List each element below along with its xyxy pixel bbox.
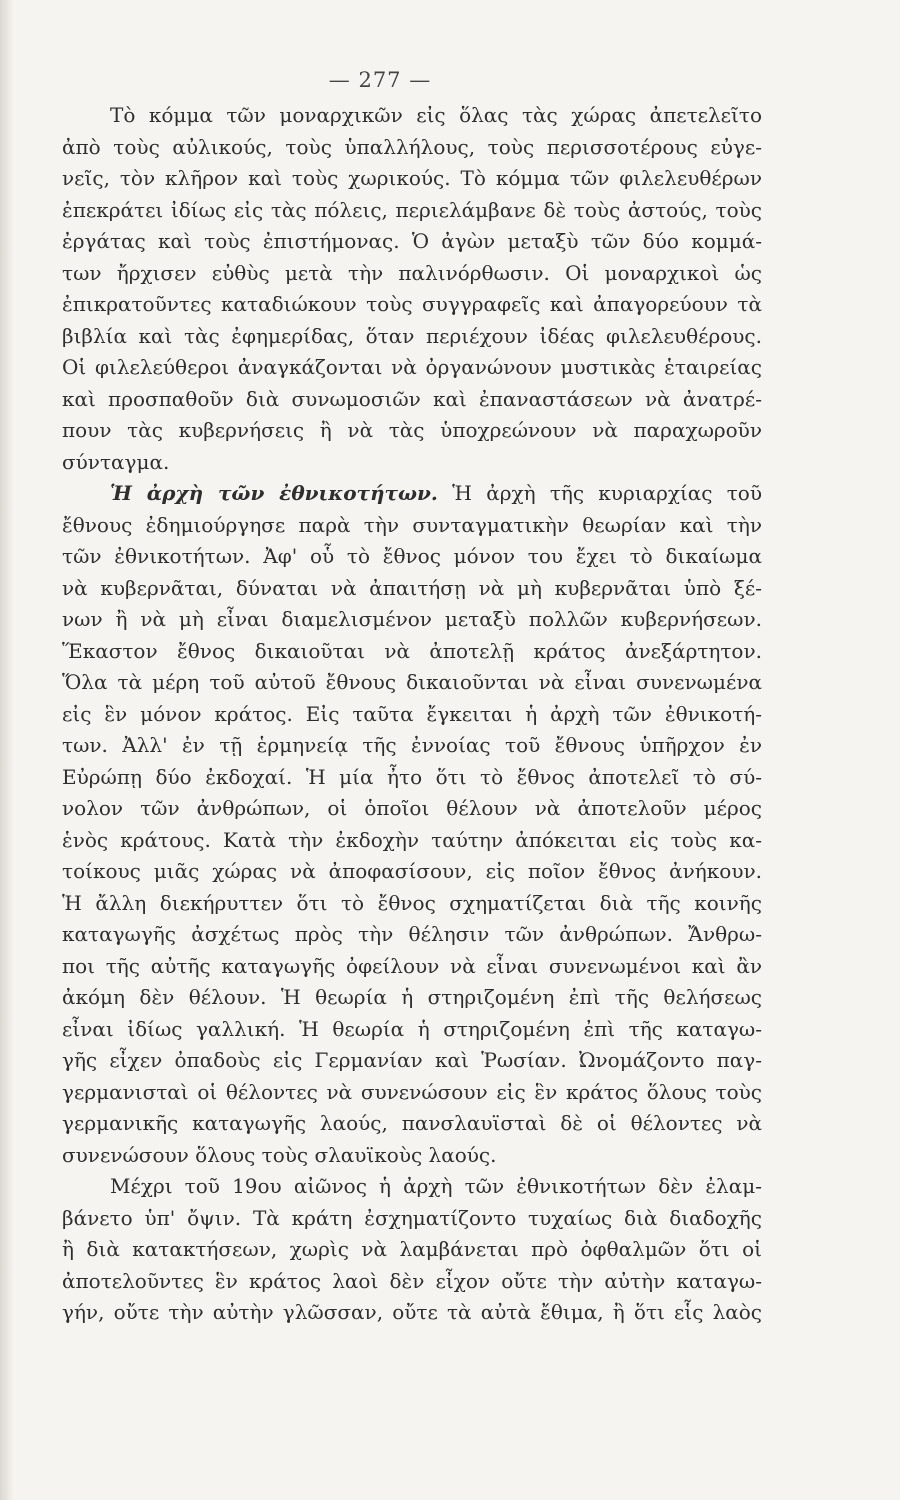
line-text: καταγωγῆς ἀσχέτως πρὸς τὴν θέλησιν τῶν ἀνθρώπων. Ἄνθρω-: [62, 922, 762, 946]
line-text: νολον τῶν ἀνθρώπων, οἱ ὁποῖοι θέλουν νὰ ἀποτελοῦν μέρος: [62, 796, 762, 820]
line-text: ἀκόμη δὲν θέλουν. Ἡ θεωρία ἡ στηριζομένη ἐπὶ τῆς θελήσεως: [62, 985, 762, 1009]
line-text: ἐργάτας καὶ τοὺς ἐπιστήμονας. Ὁ ἀγὼν μεταξὺ τῶν δύο κομμά-: [62, 229, 762, 253]
text-line: [62, 478, 762, 510]
text-line: [62, 510, 762, 542]
text-line: [62, 226, 762, 258]
line-text: νων ἢ νὰ μὴ εἶναι διαμελισμένον μεταξὺ πολλῶν κυβερνήσεων.: [62, 607, 762, 631]
text-line: [62, 321, 762, 353]
line-text: ἀπὸ τοὺς αὐλικούς, τοὺς ὑπαλλήλους, τοὺς περισσοτέρους εὐγε-: [62, 134, 762, 159]
line-text: νὰ κυβερνᾶται, δύναται νὰ ἀπαιτήσῃ νὰ μὴ κυβερνᾶται ὑπὸ ξέ-: [62, 575, 762, 600]
text-line: [62, 793, 762, 825]
body-text: [62, 100, 762, 1329]
text-line: [62, 195, 762, 227]
line-text: σύνταγμα.: [62, 449, 170, 474]
text-line: [62, 258, 762, 290]
text-line: [62, 1266, 762, 1298]
text-line: [62, 447, 762, 479]
line-text: ποι τῆς αὐτῆς καταγωγῆς ὀφείλουν νὰ εἶναι συνενωμένοι καὶ ἂν: [62, 953, 762, 978]
line-text: Ἡ ἀρχὴ τῆς κυριαρχίας τοῦ: [437, 481, 762, 505]
text-line: [62, 762, 762, 794]
line-text: εἰς ἓν μόνον κράτος. Εἰς ταῦτα ἔγκειται ἡ ἀρχὴ τῶν ἐθνικοτή-: [62, 701, 762, 726]
text-line: [62, 856, 762, 888]
text-line: [62, 730, 762, 762]
line-text: ἐπεκράτει ἰδίως εἰς τὰς πόλεις, περιελάμβανε δὲ τοὺς ἀστούς, τοὺς: [62, 197, 762, 222]
text-line: [62, 982, 762, 1014]
line-text: των ἤρχισεν εὐθὺς μετὰ τὴν παλινόρθωσιν. Οἱ μοναρχικοὶ ὡς: [62, 260, 762, 285]
line-text: πουν τὰς κυβερνήσεις ἢ νὰ τὰς ὑποχρεώνουν νὰ παραχωροῦν: [62, 418, 762, 442]
line-text: Τὸ κόμμα τῶν μοναρχικῶν εἰς ὅλας τὰς χώρας ἀπετελεῖτο: [110, 103, 762, 127]
text-line: [62, 888, 762, 920]
text-line: [62, 132, 762, 164]
text-line: [62, 1234, 762, 1266]
text-line: [62, 951, 762, 983]
line-text: γερμανισταὶ οἱ θέλοντες νὰ συνενώσουν εἰς ἓν κράτος ὅλους τοὺς: [62, 1079, 762, 1104]
text-line: [62, 825, 762, 857]
line-text: γήν, οὔτε τὴν αὐτὴν γλῶσσαν, οὔτε τὰ αὐτὰ ἔθιμα, ἢ ὅτι εἷς λαὸς: [62, 1300, 762, 1324]
line-text: βάνετο ὑπ' ὄψιν. Τὰ κράτη ἐσχηματίζοντο τυχαίως διὰ διαδοχῆς: [62, 1205, 762, 1230]
section-heading: Ἡ ἀρχὴ τῶν ἐθνικοτήτων.: [110, 481, 438, 505]
line-text: νεῖς, τὸν κλῆρον καὶ τοὺς χωρικούς. Τὸ κόμμα τῶν φιλελευθέρων: [62, 166, 762, 190]
text-line: [62, 604, 762, 636]
line-text: γερμανικῆς καταγωγῆς λαούς, πανσλαυϊσταὶ δὲ οἱ θέλοντες νὰ: [62, 1111, 762, 1135]
text-line: [62, 1014, 762, 1046]
text-line: [62, 415, 762, 447]
text-line: [62, 289, 762, 321]
text-line: [62, 541, 762, 573]
line-text: ἑνὸς κράτους. Κατὰ τὴν ἐκδοχὴν ταύτην ἀπόκειται εἰς τοὺς κα-: [62, 827, 762, 852]
text-line: [62, 573, 762, 605]
text-line: [62, 1045, 762, 1077]
line-text: ἔθνους ἐδημιούργησε παρὰ τὴν συνταγματικὴν θεωρίαν καὶ τὴν: [62, 512, 762, 537]
line-text: Μέχρι τοῦ 19ου αἰῶνος ἡ ἀρχὴ τῶν ἐθνικοτήτων δὲν ἐλαμ-: [110, 1174, 762, 1198]
line-text: καὶ προσπαθοῦν διὰ συνωμοσιῶν καὶ ἐπαναστάσεων νὰ ἀνατρέ-: [62, 386, 762, 411]
line-text: εἶναι ἰδίως γαλλική. Ἡ θεωρία ἡ στηριζομένη ἐπὶ τῆς καταγω-: [62, 1016, 762, 1041]
text-line: [62, 1140, 762, 1172]
line-text: των. Ἀλλ' ἐν τῇ ἑρμηνείᾳ τῆς ἐννοίας τοῦ ἔθνους ὑπῆρχον ἐν: [62, 733, 762, 757]
line-text: Ὅλα τὰ μέρη τοῦ αὐτοῦ ἔθνους δικαιοῦνται νὰ εἶναι συνενωμένα: [62, 670, 762, 694]
line-text: τοίκους μιᾶς χώρας νὰ ἀποφασίσουν, εἰς ποῖον ἔθνος ἀνήκουν.: [62, 859, 762, 883]
line-text: Οἱ φιλελεύθεροι ἀναγκάζονται νὰ ὀργανώνουν μυστικὰς ἑταιρείας: [62, 355, 762, 379]
line-text: Εὐρώπῃ δύο ἐκδοχαί. Ἡ μία ἦτο ὅτι τὸ ἔθνος ἀποτελεῖ τὸ σύ-: [62, 764, 762, 789]
text-line: [62, 1077, 762, 1109]
text-line: [62, 1171, 762, 1203]
line-text: Ἕκαστον ἔθνος δικαιοῦται νὰ ἀποτελῇ κράτος ἀνεξάρτητον.: [62, 638, 762, 663]
page-number: — 277 —: [328, 68, 432, 92]
line-text: ἢ διὰ κατακτήσεων, χωρὶς νὰ λαμβάνεται πρὸ ὀφθαλμῶν ὅτι οἱ: [62, 1237, 762, 1261]
text-line: [62, 1297, 762, 1329]
line-text: ἀποτελοῦντες ἓν κράτος λαοὶ δὲν εἶχον οὔτε τὴν αὐτὴν καταγω-: [62, 1268, 762, 1293]
text-line: [62, 1203, 762, 1235]
text-line: [62, 163, 762, 195]
line-text: τῶν ἐθνικοτήτων. Ἀφ' οὗ τὸ ἔθνος μόνον του ἔχει τὸ δικαίωμα: [62, 544, 762, 568]
text-line: [62, 919, 762, 951]
binding-gutter: [0, 0, 14, 1500]
line-text: συνενώσουν ὅλους τοὺς σλαυϊκοὺς λαούς.: [62, 1142, 497, 1167]
text-line: [62, 667, 762, 699]
text-line: [62, 100, 762, 132]
line-text: Ἡ ἄλλη διεκήρυττεν ὅτι τὸ ἔθνος σχηματίζεται διὰ τῆς κοινῆς: [62, 890, 762, 915]
text-line: [62, 352, 762, 384]
line-text: βιβλία καὶ τὰς ἐφημερίδας, ὅταν περιέχουν ἰδέας φιλελευθέρους.: [62, 323, 762, 348]
text-line: [62, 384, 762, 416]
line-text: γῆς εἶχεν ὀπαδοὺς εἰς Γερμανίαν καὶ Ῥωσίαν. Ὠνομάζοντο παγ-: [62, 1048, 762, 1072]
text-line: [62, 1108, 762, 1140]
text-line: [62, 636, 762, 668]
line-text: ἐπικρατοῦντες καταδιώκουν τοὺς συγγραφεῖς καὶ ἀπαγορεύουν τὰ: [62, 292, 762, 316]
text-line: [62, 699, 762, 731]
